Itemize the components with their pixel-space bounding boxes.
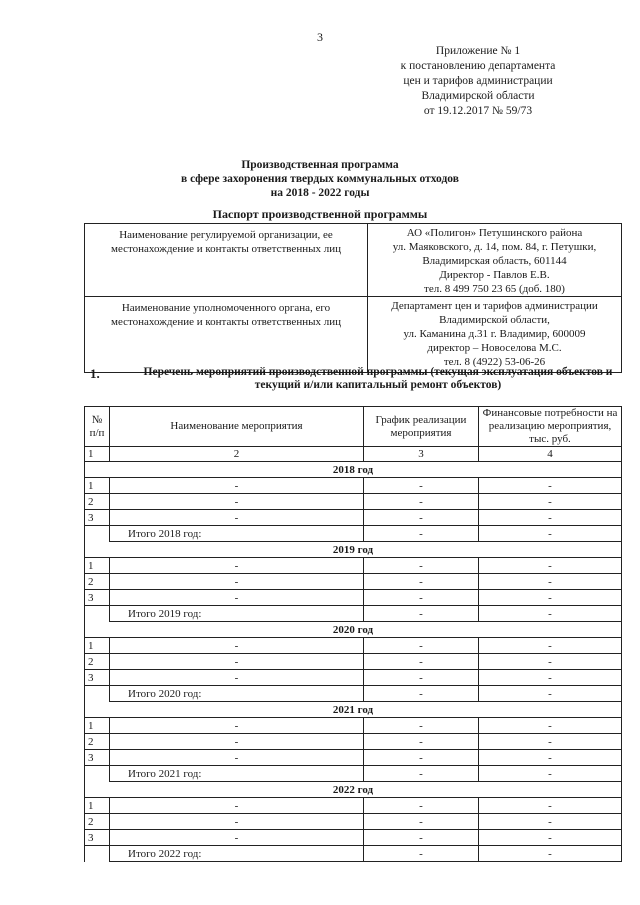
measure-name: - (110, 830, 364, 846)
year-header-row (85, 542, 622, 558)
measure-finance: - (479, 654, 622, 670)
measure-name: - (110, 574, 364, 590)
table-row (85, 718, 622, 734)
measure-finance: - (479, 478, 622, 494)
measure-schedule: - (364, 814, 479, 830)
passport-value-line: АО «Полигон» Петушинского района (406, 227, 583, 239)
measure-finance: - (479, 734, 622, 750)
measure-name: - (110, 654, 364, 670)
table-row (85, 830, 622, 846)
table-row (85, 798, 622, 814)
passport-value (368, 297, 622, 373)
column-number: 1 (85, 447, 110, 462)
measure-name: - (110, 558, 364, 574)
passport-row (85, 224, 622, 297)
passport-value-line: тел. 8 (4922) 53-06-26 (443, 356, 546, 368)
total-finance: - (479, 606, 622, 622)
measure-name: - (110, 718, 364, 734)
measures-table (84, 406, 622, 862)
measure-name: - (110, 478, 364, 494)
row-number: 3 (85, 510, 110, 526)
total-label: Итого 2022 год: (110, 846, 364, 862)
row-number: 3 (85, 590, 110, 606)
measure-schedule: - (364, 654, 479, 670)
row-number: 1 (85, 558, 110, 574)
measure-name: - (110, 510, 364, 526)
total-label: Итого 2021 год: (110, 766, 364, 782)
measure-schedule: - (364, 750, 479, 766)
measure-name: - (110, 814, 364, 830)
measure-name: - (110, 670, 364, 686)
measure-name: - (110, 750, 364, 766)
table-header-row (85, 407, 622, 447)
year-header-row (85, 622, 622, 638)
year-label: 2022 год (85, 782, 622, 798)
table-row (85, 750, 622, 766)
total-schedule: - (364, 766, 479, 782)
total-empty-cell (85, 846, 110, 862)
total-schedule: - (364, 686, 479, 702)
passport-value-line: Владимирская область, 601144 (422, 255, 567, 267)
row-number: 3 (85, 750, 110, 766)
row-number: 1 (85, 798, 110, 814)
total-finance: - (479, 846, 622, 862)
measure-schedule: - (364, 478, 479, 494)
appendix-note (378, 44, 578, 119)
column-header-name: Наименование мероприятия (110, 407, 364, 447)
measure-schedule: - (364, 494, 479, 510)
row-number: 1 (85, 718, 110, 734)
column-number: 2 (110, 447, 364, 462)
appendix-line: Владимирской области (421, 90, 535, 102)
measure-schedule: - (364, 798, 479, 814)
total-row (85, 686, 622, 702)
title-line: на 2018 - 2022 годы (270, 187, 370, 199)
table-row (85, 814, 622, 830)
passport-value-line: директор – Новоселова М.С. (427, 342, 562, 354)
measure-finance: - (479, 638, 622, 654)
column-header-number: № п/п (85, 407, 110, 447)
measure-schedule: - (364, 558, 479, 574)
measure-name: - (110, 590, 364, 606)
total-finance: - (479, 766, 622, 782)
row-number: 2 (85, 654, 110, 670)
measure-schedule: - (364, 638, 479, 654)
table-row (85, 558, 622, 574)
column-header-schedule: График реализации мероприятия (364, 407, 479, 447)
total-schedule: - (364, 526, 479, 542)
year-header-row (85, 462, 622, 478)
column-header-finance: Финансовые потребности на реализацию мероприятия, тыс. руб. (479, 407, 622, 447)
row-number: 3 (85, 670, 110, 686)
table-row (85, 734, 622, 750)
row-number: 2 (85, 814, 110, 830)
total-row (85, 606, 622, 622)
total-label: Итого 2018 год: (110, 526, 364, 542)
table-row (85, 510, 622, 526)
measure-name: - (110, 638, 364, 654)
measure-finance: - (479, 510, 622, 526)
passport-label: Наименование уполномоченного органа, его местонахождение и контакты ответственных лиц (85, 297, 368, 373)
column-numbers-row (85, 447, 622, 462)
page-number: 3 (317, 30, 323, 44)
passport-table (84, 223, 622, 373)
total-row (85, 766, 622, 782)
total-row (85, 846, 622, 862)
measure-schedule: - (364, 590, 479, 606)
passport-value-line: Департамент цен и тарифов администрации (391, 300, 598, 312)
table-row (85, 670, 622, 686)
row-number: 1 (85, 638, 110, 654)
measure-finance: - (479, 814, 622, 830)
passport-value-line: Директор - Павлов Е.В. (439, 269, 550, 281)
measure-schedule: - (364, 574, 479, 590)
appendix-line: цен и тарифов администрации (403, 75, 553, 87)
section-number: 1. (90, 366, 100, 381)
measure-finance: - (479, 798, 622, 814)
total-empty-cell (85, 686, 110, 702)
year-label: 2019 год (85, 542, 622, 558)
title-line: в сфере захоронения твердых коммунальных отходов (181, 173, 459, 185)
total-empty-cell (85, 526, 110, 542)
column-number: 4 (479, 447, 622, 462)
row-number: 3 (85, 830, 110, 846)
appendix-line: Приложение № 1 (435, 45, 521, 57)
measure-finance: - (479, 670, 622, 686)
measure-finance: - (479, 750, 622, 766)
title-line: Производственная программа (241, 159, 399, 171)
passport-title: Паспорт производственной программы (212, 207, 428, 221)
passport-row (85, 297, 622, 373)
passport-value-line: Владимирской области, (439, 314, 550, 326)
table-row (85, 638, 622, 654)
year-label: 2018 год (85, 462, 622, 478)
year-label: 2021 год (85, 702, 622, 718)
table-row (85, 654, 622, 670)
passport-value-line: тел. 8 499 750 23 65 (доб. 180) (424, 283, 565, 295)
measure-finance: - (479, 590, 622, 606)
measure-schedule: - (364, 734, 479, 750)
table-row (85, 590, 622, 606)
table-row (85, 574, 622, 590)
measure-finance: - (479, 558, 622, 574)
total-schedule: - (364, 606, 479, 622)
measure-schedule: - (364, 510, 479, 526)
passport-value-line: ул. Маяковского, д. 14, пом. 84, г. Петушки, (392, 241, 597, 253)
appendix-line: к постановлению департамента (400, 60, 556, 72)
measure-schedule: - (364, 830, 479, 846)
row-number: 2 (85, 574, 110, 590)
passport-value-line: ул. Каманина д.31 г. Владимир, 600009 (403, 328, 586, 340)
measure-schedule: - (364, 670, 479, 686)
row-number: 2 (85, 734, 110, 750)
row-number: 2 (85, 494, 110, 510)
passport-label: Наименование регулируемой организации, ее местонахождение и контакты ответственных лиц (85, 224, 368, 297)
total-empty-cell (85, 606, 110, 622)
measure-finance: - (479, 494, 622, 510)
table-row (85, 494, 622, 510)
section-title: Перечень мероприятий производственной программы (текущая эксплуатация объектов и текущий и/или капитальный ремонт объектов) (143, 366, 613, 391)
measure-finance: - (479, 830, 622, 846)
appendix-line: от 19.12.2017 № 59/73 (423, 105, 533, 117)
measure-finance: - (479, 718, 622, 734)
passport-value (368, 224, 622, 297)
measure-name: - (110, 734, 364, 750)
year-label: 2020 год (85, 622, 622, 638)
column-number: 3 (364, 447, 479, 462)
total-row (85, 526, 622, 542)
total-label: Итого 2020 год: (110, 686, 364, 702)
table-row (85, 478, 622, 494)
total-schedule: - (364, 846, 479, 862)
document-title (0, 158, 640, 200)
total-finance: - (479, 526, 622, 542)
row-number: 1 (85, 478, 110, 494)
measure-name: - (110, 798, 364, 814)
measure-name: - (110, 494, 364, 510)
measure-finance: - (479, 574, 622, 590)
total-empty-cell (85, 766, 110, 782)
total-label: Итого 2019 год: (110, 606, 364, 622)
total-finance: - (479, 686, 622, 702)
year-header-row (85, 702, 622, 718)
measure-schedule: - (364, 718, 479, 734)
year-header-row (85, 782, 622, 798)
measures-table-body (85, 407, 622, 862)
